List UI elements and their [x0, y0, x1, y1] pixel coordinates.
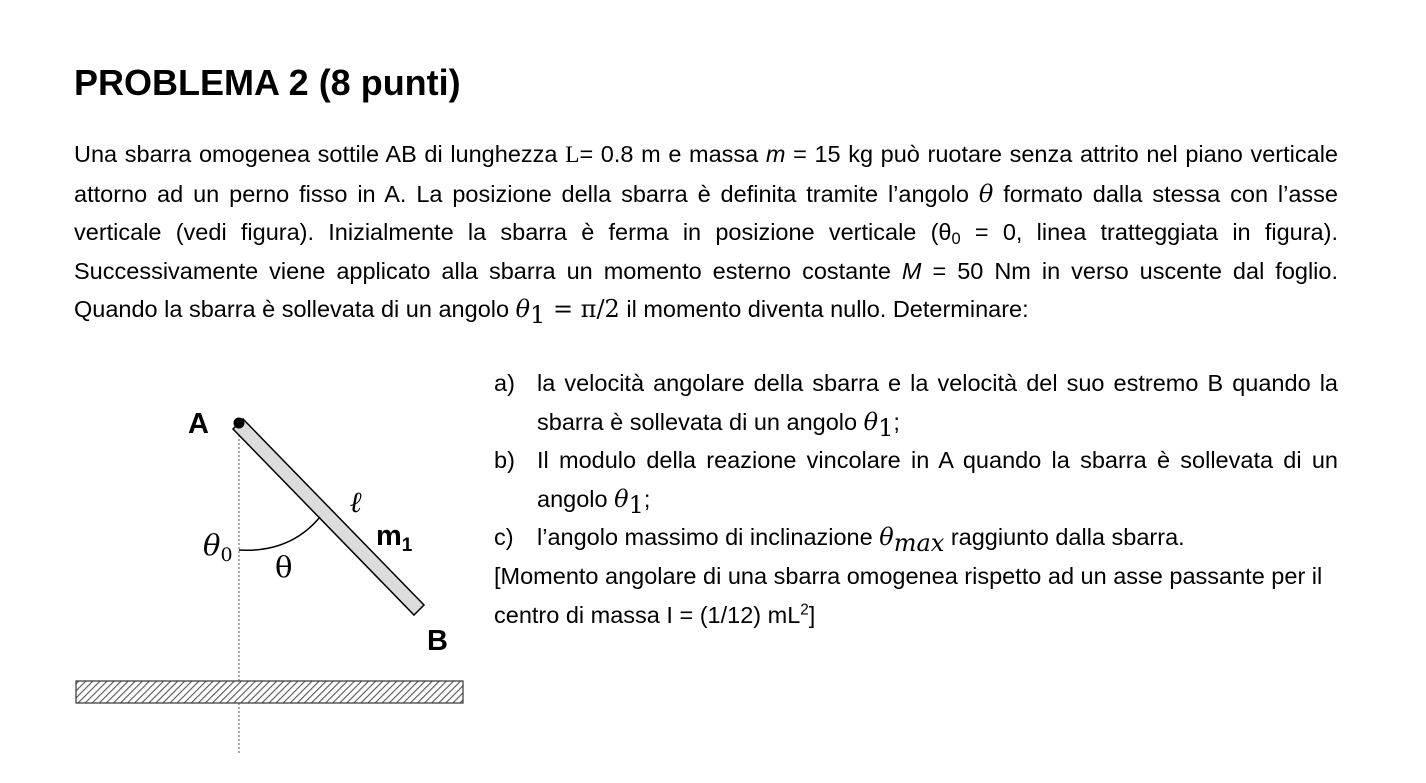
problem-statement: Una sbarra omogenea sottile AB di lunghezza L= 0.8 m e massa m = 15 kg può ruotare senza attrito nel piano verticale attorno ad un perno fisso in A. La posizione della sbarra è definita tramite l’angolo θ formato dalla stessa con l’asse verticale (vedi figura). Inizialmente la sbarra è ferma in posizione verticale ($\theta_0 = 0$, linea tratteggiata in figura). Successivamente viene applicato alla sbarra un momento esterno costante M = 50 Nm in verso uscente dal foglio. Quando la sbarra è sollevata di un angolo $\theta_1 = \pi/2$ il momento diventa nullo. Determinare: [74, 141, 1339, 330]
label-theta: θ [275, 550, 293, 584]
rod-figure [60, 395, 480, 760]
problem-title: PROBLEMA 2 (8 punti) [74, 62, 461, 103]
floor [76, 681, 463, 703]
label-theta0: $\theta_0$ [203, 528, 233, 566]
question-c: c) l’angolo massimo di inclinazione $\theta_{max}$ raggiunto dalla sbarra. [494, 523, 1185, 558]
label-mass: $m_1$ [376, 520, 413, 556]
angle-arc [239, 517, 320, 550]
moment-of-inertia-note: [Momento angolare di una sbarra omogenea rispetto ad un asse passante per il centro di massa I = (1/12) $mL^2$] [494, 562, 1323, 628]
rod-ab [233, 419, 424, 615]
label-b: B [427, 625, 448, 657]
question-a: a) la velocità angolare della sbarra e la velocità del suo estremo B quando la sbarra è sollevata di un angolo $\theta_1$; [494, 370, 1338, 442]
question-b: b) Il modulo della reazione vincolare in A quando la sbarra è sollevata di un angolo $\theta_1$; [494, 447, 1338, 519]
question-list [494, 364, 1338, 634]
pivot-a [234, 418, 245, 429]
label-length: ℓ [350, 485, 363, 519]
label-a: A [188, 408, 209, 440]
